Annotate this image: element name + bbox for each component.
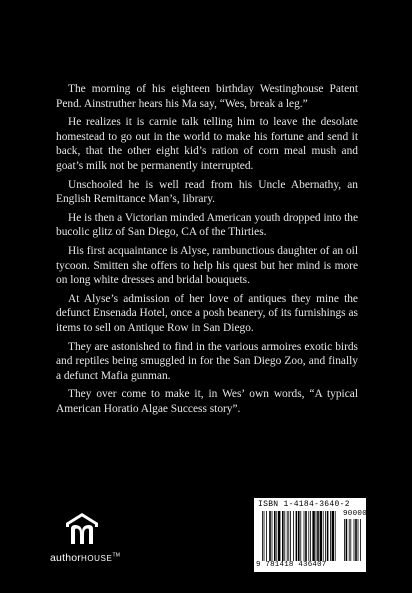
- publisher-name-lower: author: [50, 552, 81, 564]
- barcode-bar: [288, 511, 289, 561]
- barcode-ean-digits: 9 781418 436407: [256, 561, 327, 569]
- publisher-name: [50, 552, 120, 564]
- barcode-bar: [316, 511, 317, 561]
- blurb-paragraph: Unschooled he is well read from his Uncle Abernathy, an English Remittance Man’s, library.: [56, 178, 358, 206]
- barcode-bar: [308, 511, 309, 561]
- blurb-paragraph: The morning of his eighteen birthday Westinghouse Patent Pend. Ainstruther hears his Ma say, “Wes, break a leg.”: [56, 83, 358, 110]
- barcode-bar: [269, 511, 271, 561]
- publisher-logo: [50, 510, 134, 570]
- barcode-bar: [360, 519, 361, 561]
- barcode-bar: [346, 519, 348, 561]
- barcode-bar: [332, 511, 334, 561]
- barcode-bar: [304, 511, 305, 561]
- barcode-bar: [272, 511, 273, 561]
- barcode-bar: [284, 511, 285, 561]
- publisher-name-caps: HOUSE: [80, 554, 113, 563]
- barcode-bar: [317, 511, 319, 561]
- blurb-paragraph: At Alyse’s admission of her love of antiques they mine the defunct Ensenada Hotel, once a posh beanery, of its furnishings as items to sell on Antique Row in San Diego.: [56, 292, 358, 334]
- barcode-bar: [323, 511, 324, 561]
- barcode-bar: [325, 511, 326, 561]
- barcode-bar: [278, 511, 280, 561]
- back-cover-blurb: [56, 82, 358, 420]
- blurb-paragraph: He is then a Victorian minded American youth dropped into the bucolic glitz of San Diego, CA of the Thirties.: [56, 211, 358, 239]
- barcode-bar: [335, 511, 336, 561]
- trademark-mark: TM: [112, 552, 121, 559]
- barcode-bar: [330, 511, 331, 561]
- barcode-bar: [262, 511, 263, 561]
- barcode-bar: [327, 511, 329, 561]
- barcode-bar: [293, 511, 294, 561]
- barcode-bar: [296, 511, 298, 561]
- addon-barcode-bars: [344, 519, 364, 561]
- barcode-bar: [310, 511, 311, 561]
- barcode-bar: [320, 511, 322, 561]
- isbn-barcode: [254, 498, 366, 572]
- barcode-bar: [354, 519, 355, 561]
- barcode-bar: [358, 519, 359, 561]
- barcode-bar: [266, 511, 267, 561]
- authorhouse-logo-icon: [62, 510, 102, 550]
- barcode-bar: [344, 519, 345, 561]
- barcode-bar: [350, 519, 351, 561]
- barcode-addon-digits: 90000: [343, 510, 368, 518]
- barcode-bar: [298, 511, 300, 561]
- ean-barcode-bars: [262, 511, 340, 561]
- barcode-bar: [276, 511, 277, 561]
- barcode-bar: [290, 511, 291, 561]
- blurb-paragraph: They are astonished to find in the various armoires exotic birds and reptiles being smuggled in for the San Diego Zoo, and finally a defunct Mafia gunman.: [56, 340, 358, 382]
- barcode-bar: [312, 511, 314, 561]
- barcode-bar: [300, 511, 301, 561]
- blurb-paragraph: His first acquaintance is Alyse, rambunctious daughter of an oil tycoon. Smitten she offers to help his quest but her mind is more on long white dresses and bridal bouquets.: [56, 244, 358, 287]
- barcode-bar: [274, 511, 276, 561]
- blurb-paragraph: They over come to make it, in Wes’ own words, “A typical American Horatio Algae Success story”.: [56, 388, 358, 415]
- barcode-bar: [305, 511, 307, 561]
- barcode-bar: [349, 519, 350, 561]
- barcode-bar: [355, 519, 357, 561]
- blurb-paragraph: He realizes it is carnie talk telling him to leave the desolate homestead to go out in the world to make his fortune and send it back, that the other eight kid’s ration of corn meal mush and goat’s milk not be permanently interrupted.: [56, 116, 358, 172]
- barcode-bar: [287, 511, 288, 561]
- barcode-bar: [264, 511, 265, 561]
- isbn-label: ISBN 1-4184-3640-2: [258, 500, 350, 509]
- barcode-bar: [282, 511, 284, 561]
